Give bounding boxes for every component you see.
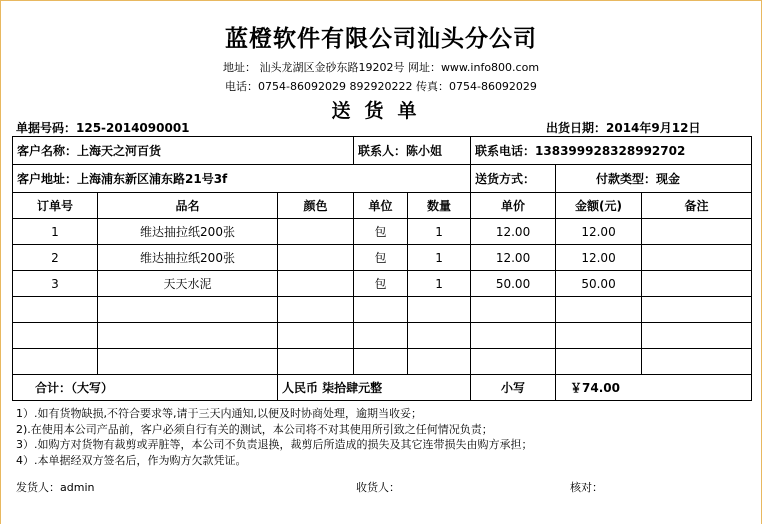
cell-price: 12.00 (471, 245, 556, 271)
cell-remark (642, 271, 752, 297)
window-border-top (0, 0, 762, 1)
empty-row (13, 323, 752, 349)
cell-qty: 1 (408, 245, 471, 271)
column-header: 金额(元) (556, 193, 642, 219)
cell-amount: 12.00 (556, 245, 642, 271)
ship-date: 出货日期：2014年9月12日 (546, 121, 701, 135)
cell-price: 12.00 (471, 219, 556, 245)
customer-name: 客户名称：上海天之河百货 (13, 137, 354, 165)
cell-qty: 1 (408, 271, 471, 297)
column-header: 颜色 (278, 193, 354, 219)
column-header: 订单号 (13, 193, 98, 219)
contact-person: 联系人：陈小姐 (354, 137, 471, 165)
order-number: 单据号码：125-2014090001 (16, 121, 190, 135)
total-uppercase: 人民币 柒拾肆元整 (278, 375, 471, 401)
note-line: 3）.如购方对货物有裁剪或弄脏等，本公司不负责退换，裁剪后所造成的损失及其它连带损失由购方承担； (16, 438, 533, 451)
receiver-signature: 收货人： (356, 481, 400, 494)
cell-unit: 包 (354, 271, 408, 297)
cell-remark (642, 219, 752, 245)
cell-unit: 包 (354, 245, 408, 271)
delivery-table (12, 136, 752, 401)
cell-color (278, 219, 354, 245)
table-row (13, 219, 752, 245)
table-row (13, 271, 752, 297)
column-header: 数量 (408, 193, 471, 219)
total-label: 合计：（大写） (13, 375, 278, 401)
payment-type: 付款类型：现金 (556, 165, 752, 193)
cell-amount: 50.00 (556, 271, 642, 297)
cell-price: 50.00 (471, 271, 556, 297)
cell-product-name: 天天水泥 (98, 271, 278, 297)
document-title: 送货单 (331, 100, 431, 122)
checker-signature: 核对： (570, 481, 603, 494)
table-row (13, 245, 752, 271)
company-name: 蓝橙软件有限公司汕头分公司 (225, 26, 537, 52)
cell-qty: 1 (408, 219, 471, 245)
cell-order-no: 3 (13, 271, 98, 297)
contact-line: 电话：0754-86092029 892920222 传真：0754-86092029 (225, 80, 537, 93)
cell-amount: 12.00 (556, 219, 642, 245)
cell-color (278, 271, 354, 297)
shipper-signature: 发货人：admin (16, 481, 95, 494)
empty-row (13, 297, 752, 323)
cell-order-no: 2 (13, 245, 98, 271)
cell-remark (642, 245, 752, 271)
cell-color (278, 245, 354, 271)
note-line: 2).在使用本公司产品前，客户必须自行有关的测试，本公司将不对其使用所引致之任何情况负责； (16, 422, 493, 436)
column-header: 单价 (471, 193, 556, 219)
address-line: 地址： 汕头龙湖区金砂东路19202号 网址：www.info800.com (222, 61, 540, 74)
column-header: 品名 (98, 193, 278, 219)
total-row (13, 375, 752, 401)
cell-product-name: 维达抽拉纸200张 (98, 219, 278, 245)
note-line: 1）.如有货物缺损,不符合要求等,请于三天内通知,以便及时协商处理，逾期当收妥； (16, 407, 422, 420)
column-header: 备注 (642, 193, 752, 219)
note-line: 4）.本单据经双方签名后，作为购方欠款凭证。 (16, 453, 247, 467)
cell-unit: 包 (354, 219, 408, 245)
contact-phone: 联系电话：13839992832899270​2 (471, 137, 752, 165)
empty-row (13, 349, 752, 375)
delivery-method: 送货方式： (471, 165, 556, 193)
notes (16, 406, 533, 468)
column-header: 单位 (354, 193, 408, 219)
customer-address: 客户地址：上海浦东新区浦东路21号3f (13, 165, 471, 193)
cell-product-name: 维达抽拉纸200张 (98, 245, 278, 271)
total-lowercase: ￥74.00 (556, 375, 752, 401)
small-label: 小写 (471, 375, 556, 401)
table-header-row (13, 193, 752, 219)
cell-order-no: 1 (13, 219, 98, 245)
